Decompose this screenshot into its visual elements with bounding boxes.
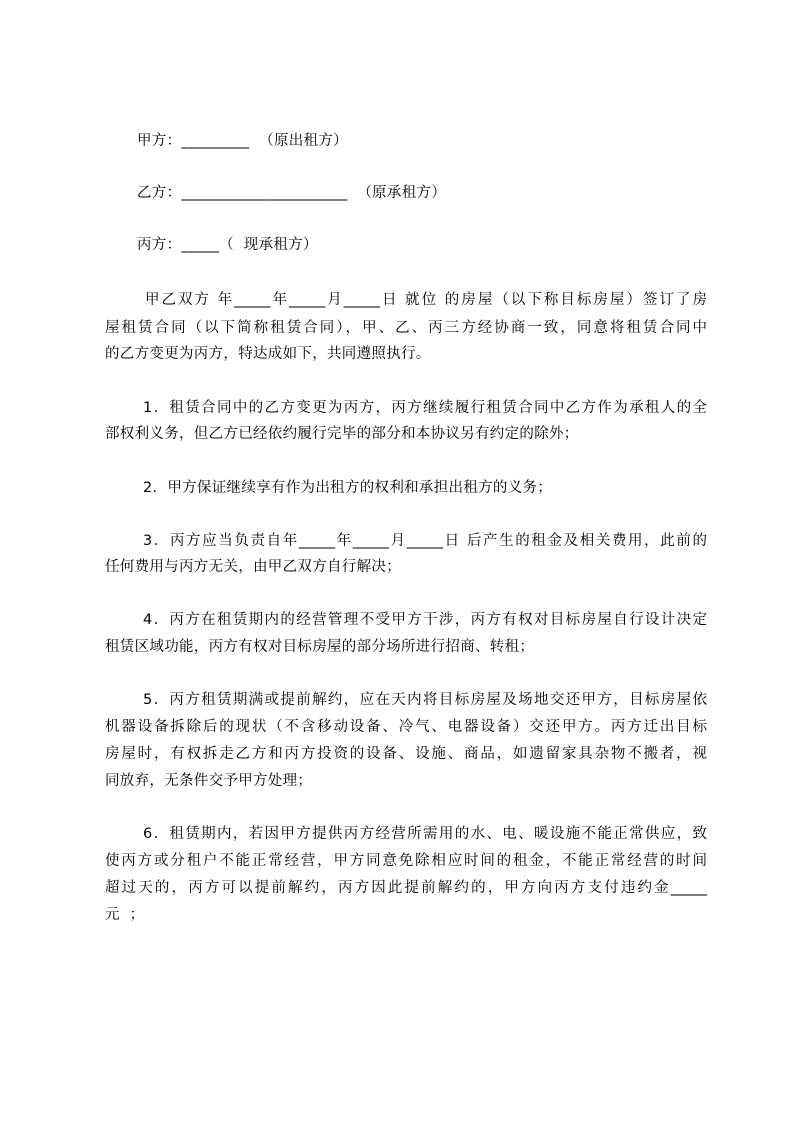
clause-5-line-3: 房屋时，有权拆走乙方和丙方投资的设备、设施、商品，如遗留家具杂物不搬者，视 [105, 746, 707, 762]
intro-line-1: 甲乙双方 年_____年_____月_____日 就位 的房屋（以下称目标房屋）签订了房 [145, 292, 707, 308]
clause-5-line-1: 5．丙方租赁期满或提前解约，应在天内将目标房屋及场地交还甲方，目标房屋依 [143, 692, 707, 708]
intro-line-3: 的乙方变更为丙方，特达成如下，共同遵照执行。 [105, 346, 431, 362]
clause-5-line-2: 机器设备拆除后的现状（不含移动设备、冷气、电器设备）交还甲方。丙方迁出目标 [105, 719, 707, 735]
clause-1-line-1: 1．租赁合同中的乙方变更为丙方，丙方继续履行租赁合同中乙方作为承租人的全 [143, 400, 707, 416]
party-b-line: 乙方：______________________ （原承租方） [137, 185, 447, 201]
clause-5-line-4: 同放弃，无条件交予甲方处理； [105, 773, 313, 789]
clause-6-line-1: 6．租赁期内，若因甲方提供丙方经营所需用的水、电、暖设施不能正常供应，致 [143, 826, 707, 842]
clause-3-line-1: 3．丙方应当负责自年_____年_____月_____日 后产生的租金及相关费用，此前的 [143, 533, 707, 549]
clause-6-line-4: 元 ； [105, 907, 145, 923]
party-c-line: 丙方：_____（ 现承租方） [137, 237, 318, 253]
clause-1-line-2: 部权利义务，但乙方已经依约履行完毕的部分和本协议另有约定的除外； [105, 426, 579, 442]
clause-3-line-2: 任何费用与丙方无关，由甲乙双方自行解决； [105, 559, 401, 575]
intro-line-2: 屋租赁合同（以下简称租赁合同），甲、乙、丙三方经协商一致，同意将租赁合同中 [105, 320, 707, 336]
clause-2-line-1: 2．甲方保证继续享有作为出租方的权利和承担出租方的义务； [143, 480, 553, 496]
clause-6-line-2: 使丙方或分租户不能正常经营，甲方同意免除相应时间的租金，不能正常经营的时间 [105, 853, 707, 869]
clause-4-line-1: 4．丙方在租赁期内的经营管理不受甲方干涉，丙方有权对目标房屋自行设计决定 [143, 612, 707, 628]
clause-6-line-3: 超过天的，丙方可以提前解约，丙方因此提前解约的，甲方向丙方支付违约金_____ [105, 880, 707, 896]
party-a-line: 甲方：_________ （原出租方） [137, 133, 348, 149]
clause-4-line-2: 租赁区域功能，丙方有权对目标房屋的部分场所进行招商、转租； [105, 639, 535, 655]
